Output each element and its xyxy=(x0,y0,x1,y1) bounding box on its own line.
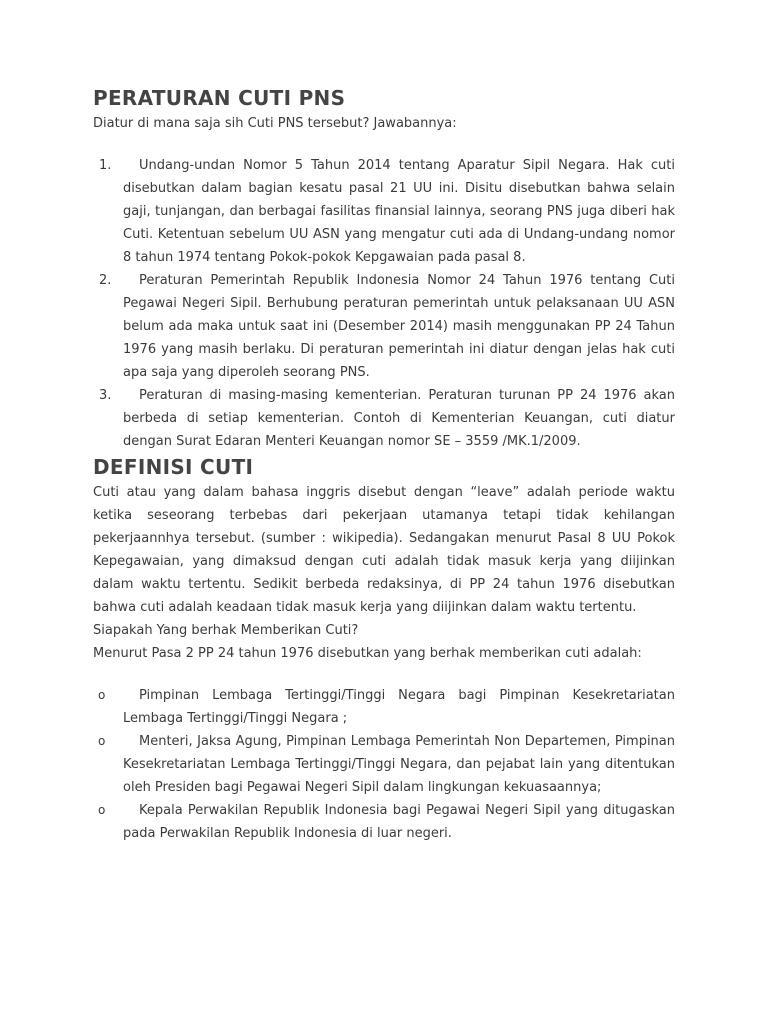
list-item-text: Menteri, Jaksa Agung, Pimpinan Lembaga Pemerintah Non Departemen, Pimpinan Kesekretariatan Lembaga Tertinggi/Tinggi Negara, dan pejabat lain yang ditentukan oleh Presiden bagi Pegawai Negeri Sipil dalam lingkungan kekuasaannya; xyxy=(123,734,675,795)
list-item xyxy=(93,154,675,269)
list-item-text: Kepala Perwakilan Republik Indonesia bagi Pegawai Negeri Sipil yang ditugaskan pada Perwakilan Republik Indonesia di luar negeri. xyxy=(123,803,675,841)
authority-list xyxy=(93,684,675,845)
list-item xyxy=(93,730,675,799)
list-number: 2. xyxy=(99,273,112,288)
section-heading: DEFINISI CUTI xyxy=(93,455,254,479)
circle-bullet-icon: o xyxy=(98,688,106,702)
page-title: PERATURAN CUTI PNS xyxy=(93,86,346,110)
circle-bullet-icon: o xyxy=(98,734,106,748)
list-number: 1. xyxy=(99,158,112,173)
list-item-text: Peraturan Pemerintah Republik Indonesia Nomor 24 Tahun 1976 tentang Cuti Pegawai Negeri Sipil. Berhubung peraturan pemerintah untuk pelaksanaan UU ASN belum ada maka untuk saat ini (Desember 2014) masih menggunakan PP 24 Tahun 1976 yang masih berlaku. Di peraturan pemerintah ini diatur dengan jelas hak cuti apa saja yang diperoleh seorang PNS. xyxy=(123,273,675,380)
question-paragraph: Siapakah Yang berhak Memberikan Cuti? xyxy=(93,623,359,638)
circle-bullet-icon: o xyxy=(98,803,106,817)
definition-paragraph: Cuti atau yang dalam bahasa inggris disebut dengan “leave” adalah periode waktu ketika seseorang terbebas dari pekerjaan utamanya tetapi tidak kehilangan pekerjaannhya tersebut. (sumber : wikipedia). Sedangakan menurut Pasal 8 UU Pokok Kepegawaian, yang dimaksud dengan cuti adalah tidak masuk kerja yang diijinkan dalam waktu tertentu. Sedikit berbeda redaksinya, di PP 24 tahun 1976 disebutkan bahwa cuti adalah keadaan tidak masuk kerja yang diijinkan dalam waktu tertentu. xyxy=(93,485,675,615)
authority-intro-paragraph: Menurut Pasa 2 PP 24 tahun 1976 disebutkan yang berhak memberikan cuti adalah: xyxy=(93,646,642,661)
list-item-text: Peraturan di masing-masing kementerian. Peraturan turunan PP 24 1976 akan berbeda di setiap kementerian. Contoh di Kementerian Keuangan, cuti diatur dengan Surat Edaran Menteri Keuangan nomor SE – 3559 /MK.1/2009. xyxy=(123,388,675,449)
regulation-list xyxy=(93,154,675,453)
list-item xyxy=(93,384,675,453)
intro-paragraph: Diatur di mana saja sih Cuti PNS tersebut? Jawabannya: xyxy=(93,116,457,131)
list-number: 3. xyxy=(99,388,112,403)
list-item xyxy=(93,799,675,845)
list-item xyxy=(93,684,675,730)
list-item-text: Pimpinan Lembaga Tertinggi/Tinggi Negara bagi Pimpinan Kesekretariatan Lembaga Tertinggi/Tinggi Negara ; xyxy=(123,688,675,726)
document-page xyxy=(93,84,675,845)
list-item-text: Undang-undan Nomor 5 Tahun 2014 tentang Aparatur Sipil Negara. Hak cuti disebutkan dalam bagian kesatu pasal 21 UU ini. Disitu disebutkan bahwa selain gaji, tunjangan, dan berbagai fasilitas finansial lainnya, seorang PNS juga diberi hak Cuti. Ketentuan sebelum UU ASN yang mengatur cuti ada di Undang-undang nomor 8 tahun 1974 tentang Pokok-pokok Kepgawaian pada pasal 8. xyxy=(123,158,675,265)
list-item xyxy=(93,269,675,384)
